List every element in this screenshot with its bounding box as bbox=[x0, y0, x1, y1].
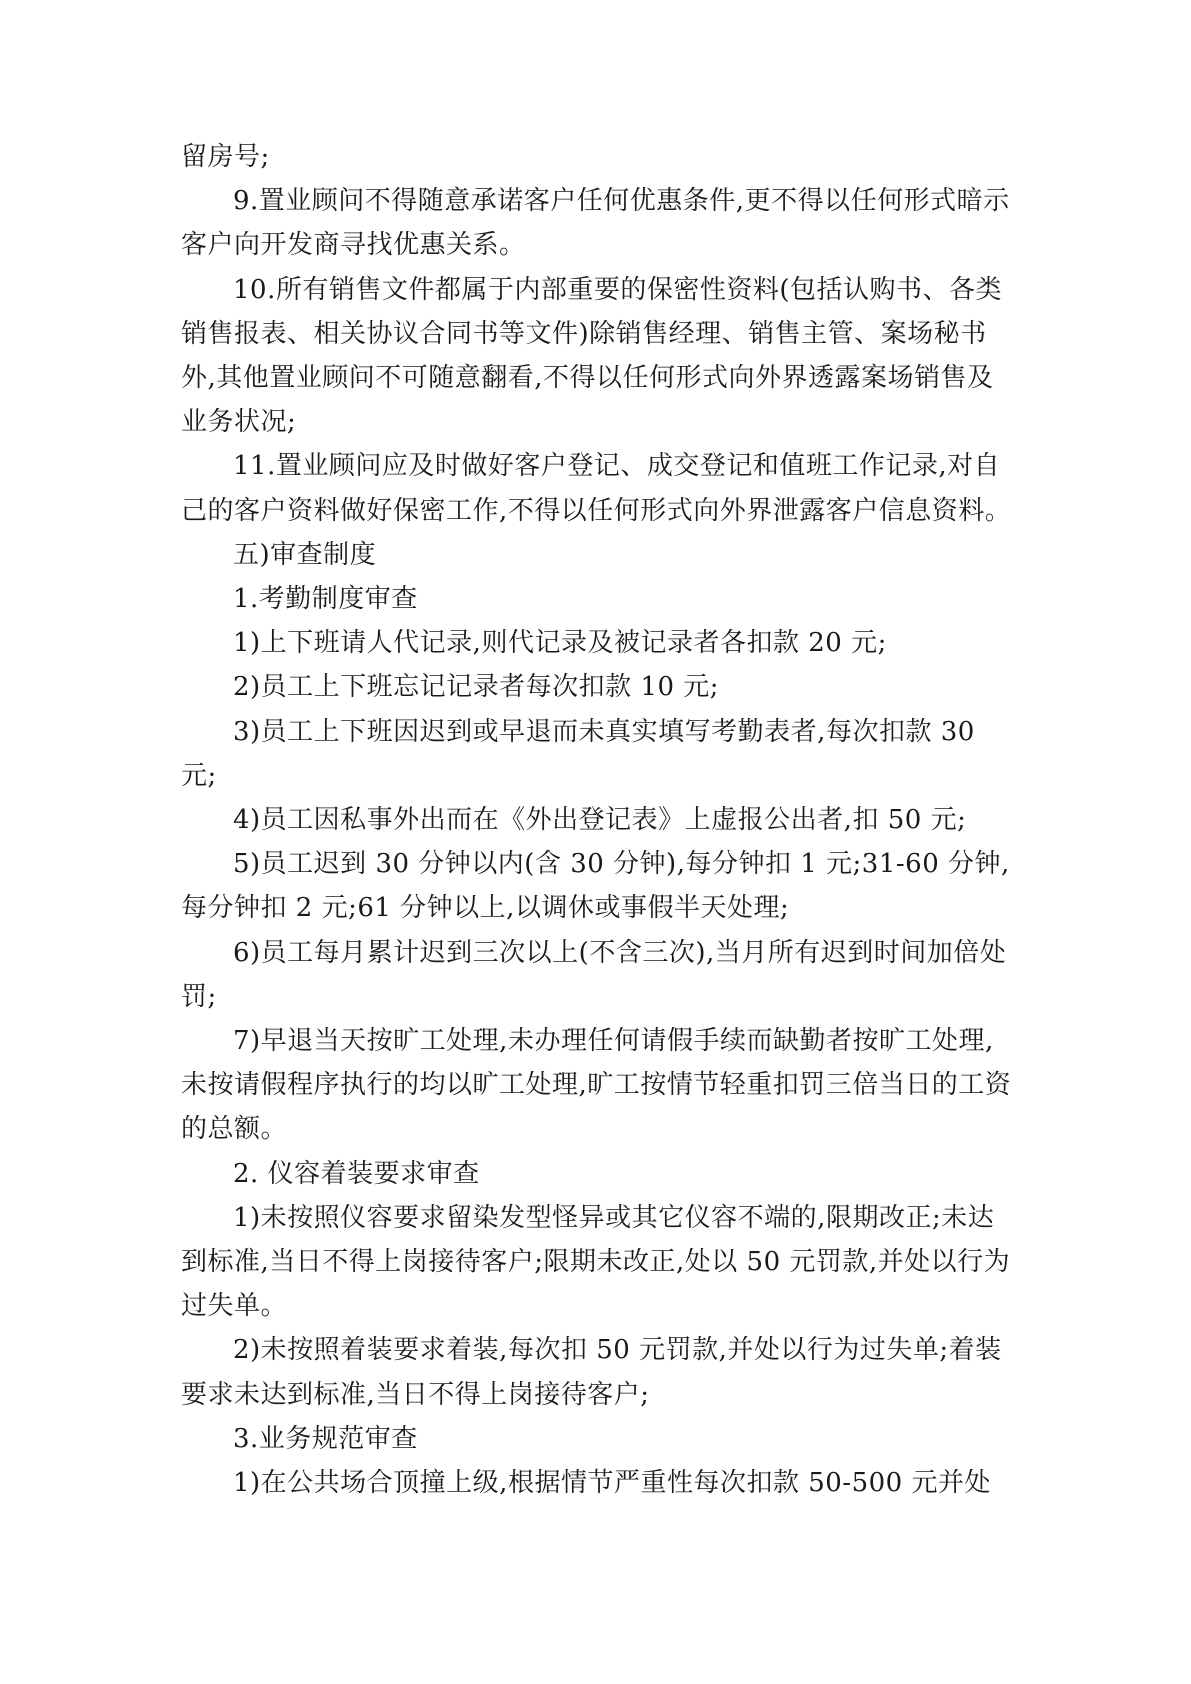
paragraph: 2)未按照着装要求着装,每次扣 50 元罚款,并处以行为过失单;着装要求未达到标准,当日不得上岗接待客户; bbox=[181, 1335, 1002, 1410]
paragraph: 5)员工迟到 30 分钟以内(含 30 分钟),每分钟扣 1 元;31-60 分钟,每分钟扣 2 元;61 分钟以上,以调休或事假半天处理; bbox=[181, 849, 1010, 924]
paragraph: 7)早退当天按旷工处理,未办理任何请假手续而缺勤者按旷工处理,未按请假程序执行的均以旷工处理,旷工按情节轻重扣罚三倍当日的工资的总额。 bbox=[181, 1026, 1012, 1145]
paragraph: 4)员工因私事外出而在《外出登记表》上虚报公出者,扣 50 元; bbox=[233, 805, 967, 836]
paragraph: 留房号; bbox=[181, 142, 270, 172]
paragraph: 3)员工上下班因迟到或早退而未真实填写考勤表者,每次扣款 30 元; bbox=[181, 716, 975, 791]
paragraph: 10.所有销售文件都属于内部重要的保密性资料(包括认购书、各类销售报表、相关协议合同书等文件)除销售经理、销售主管、案场秘书外,其他置业顾问不可随意翻看,不得以任何形式向外界透露案场销售及业务状况; bbox=[181, 274, 1002, 438]
paragraph: 2)员工上下班忘记记录者每次扣款 10 元; bbox=[233, 672, 720, 703]
paragraph: 1)未按照仪容要求留染发型怪异或其它仪容不端的,限期改正;未达到标准,当日不得上岗接待客户;限期未改正,处以 50 元罚款,并处以行为过失单。 bbox=[181, 1202, 1011, 1322]
paragraph: 6)员工每月累计迟到三次以上(不含三次),当月所有迟到时间加倍处罚; bbox=[181, 937, 1007, 1012]
paragraph: 1)上下班请人代记录,则代记录及被记录者各扣款 20 元; bbox=[233, 628, 887, 659]
paragraph: 1)在公共场合顶撞上级,根据情节严重性每次扣款 50-500 元并处 bbox=[233, 1468, 991, 1499]
document-body bbox=[181, 135, 1013, 1505]
paragraph: 9.置业顾问不得随意承诺客户任何优惠条件,更不得以任何形式暗示客户向开发商寻找优惠关系。 bbox=[181, 186, 1010, 261]
subsection-heading: 1.考勤制度审查 bbox=[233, 584, 418, 615]
paragraph: 11.置业顾问应及时做好客户登记、成交登记和值班工作记录,对自己的客户资料做好保密工作,不得以任何形式向外界泄露客户信息资料。 bbox=[181, 451, 1012, 526]
subsection-heading: 3.业务规范审查 bbox=[233, 1423, 418, 1454]
section-heading: 五)审查制度 bbox=[233, 539, 377, 570]
subsection-heading: 2. 仪容着装要求审查 bbox=[233, 1158, 480, 1189]
